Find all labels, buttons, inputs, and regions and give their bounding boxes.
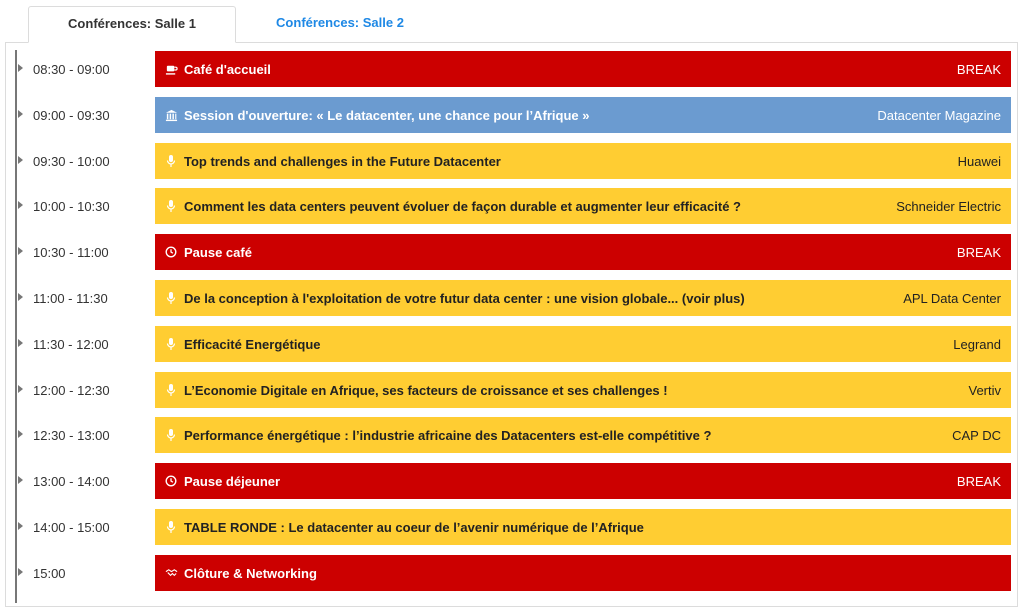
schedule-row — [0, 463, 1024, 499]
session-sponsor: Huawei — [957, 153, 1001, 169]
microphone-icon — [164, 291, 178, 305]
schedule-row — [0, 143, 1024, 179]
session-title: Comment les data centers peuvent évoluer de façon durable et augmenter leur efficacité ? — [184, 198, 741, 214]
session-bar[interactable] — [155, 234, 1011, 270]
session-time: 11:30 - 12:00 — [33, 337, 109, 352]
clock-icon — [164, 474, 178, 488]
session-time: 14:00 - 15:00 — [33, 520, 110, 535]
session-title: TABLE RONDE : Le datacenter au coeur de l’avenir numérique de l’Afrique — [184, 519, 644, 535]
timeline-marker — [18, 339, 23, 347]
session-title: Pause café — [184, 244, 252, 260]
timeline-marker — [18, 156, 23, 164]
schedule-row — [0, 372, 1024, 408]
session-bar[interactable] — [155, 463, 1011, 499]
session-time: 08:30 - 09:00 — [33, 62, 110, 77]
timeline-marker — [18, 522, 23, 530]
session-time: 09:00 - 09:30 — [33, 108, 110, 123]
microphone-icon — [164, 520, 178, 534]
session-title: Top trends and challenges in the Future Datacenter — [184, 153, 501, 169]
tab-bar — [5, 0, 1018, 43]
session-bar[interactable] — [155, 417, 1011, 453]
microphone-icon — [164, 154, 178, 168]
schedule-row — [0, 555, 1024, 591]
timeline-marker — [18, 110, 23, 118]
session-title: Pause déjeuner — [184, 473, 281, 489]
session-time: 12:00 - 12:30 — [33, 383, 110, 398]
session-time: 11:00 - 11:30 — [33, 291, 108, 306]
schedule-row — [0, 509, 1024, 545]
session-time: 12:30 - 13:00 — [33, 428, 110, 443]
session-title: Efficacité Energétique — [184, 336, 321, 352]
timeline-marker — [18, 568, 23, 576]
microphone-icon — [164, 337, 178, 351]
session-bar[interactable] — [155, 326, 1011, 362]
timeline-marker — [18, 247, 23, 255]
clock-icon — [164, 245, 178, 259]
session-bar[interactable] — [155, 372, 1011, 408]
schedule-row — [0, 417, 1024, 453]
session-time: 10:30 - 11:00 — [33, 245, 109, 260]
session-sponsor: Datacenter Magazine — [877, 107, 1001, 123]
session-sponsor: BREAK — [956, 244, 1001, 260]
handshake-icon — [164, 566, 178, 580]
session-sponsor: Schneider Electric — [896, 198, 1001, 214]
microphone-icon — [164, 428, 178, 442]
timeline-marker — [18, 64, 23, 72]
session-sponsor: BREAK — [956, 61, 1001, 77]
microphone-icon — [164, 199, 178, 213]
timeline-marker — [18, 385, 23, 393]
session-bar[interactable] — [155, 280, 1011, 316]
schedule-row — [0, 97, 1024, 133]
session-sponsor: Legrand — [953, 336, 1001, 352]
session-title: Session d'ouverture: « Le datacenter, une chance pour l’Afrique » — [184, 107, 590, 123]
session-title: Clôture & Networking — [184, 565, 317, 581]
session-time: 10:00 - 10:30 — [33, 199, 110, 214]
schedule-row — [0, 280, 1024, 316]
session-time: 09:30 - 10:00 — [33, 154, 110, 169]
timeline-marker — [18, 293, 23, 301]
tab-salle-1[interactable]: Conférences: Salle 1 — [28, 6, 236, 43]
session-bar[interactable] — [155, 188, 1011, 224]
schedule-row — [0, 326, 1024, 362]
session-title: Café d'accueil — [184, 61, 271, 77]
coffee-icon — [164, 62, 178, 76]
session-title: De la conception à l'exploitation de votre futur data center : une vision globale... (voir plus) — [184, 290, 745, 306]
timeline-marker — [18, 201, 23, 209]
session-title: L’Economie Digitale en Afrique, ses facteurs de croissance et ses challenges ! — [184, 382, 668, 398]
session-bar[interactable] — [155, 51, 1011, 87]
session-sponsor: APL Data Center — [903, 290, 1001, 306]
session-bar[interactable] — [155, 555, 1011, 591]
microphone-icon — [164, 383, 178, 397]
schedule-row — [0, 51, 1024, 87]
session-bar[interactable] — [155, 143, 1011, 179]
session-sponsor: CAP DC — [952, 427, 1001, 443]
session-title: Performance énergétique : l’industrie africaine des Datacenters est-elle compétitive ? — [184, 427, 712, 443]
session-bar[interactable] — [155, 97, 1011, 133]
session-sponsor: Vertiv — [968, 382, 1001, 398]
tab-salle-2[interactable]: Conférences: Salle 2 — [276, 15, 404, 30]
session-time: 15:00 — [33, 566, 66, 581]
institution-icon — [164, 108, 178, 122]
schedule-row — [0, 234, 1024, 270]
timeline-marker — [18, 476, 23, 484]
timeline-marker — [18, 430, 23, 438]
session-sponsor: BREAK — [956, 473, 1001, 489]
session-bar[interactable] — [155, 509, 1011, 545]
session-time: 13:00 - 14:00 — [33, 474, 110, 489]
schedule-row — [0, 188, 1024, 224]
